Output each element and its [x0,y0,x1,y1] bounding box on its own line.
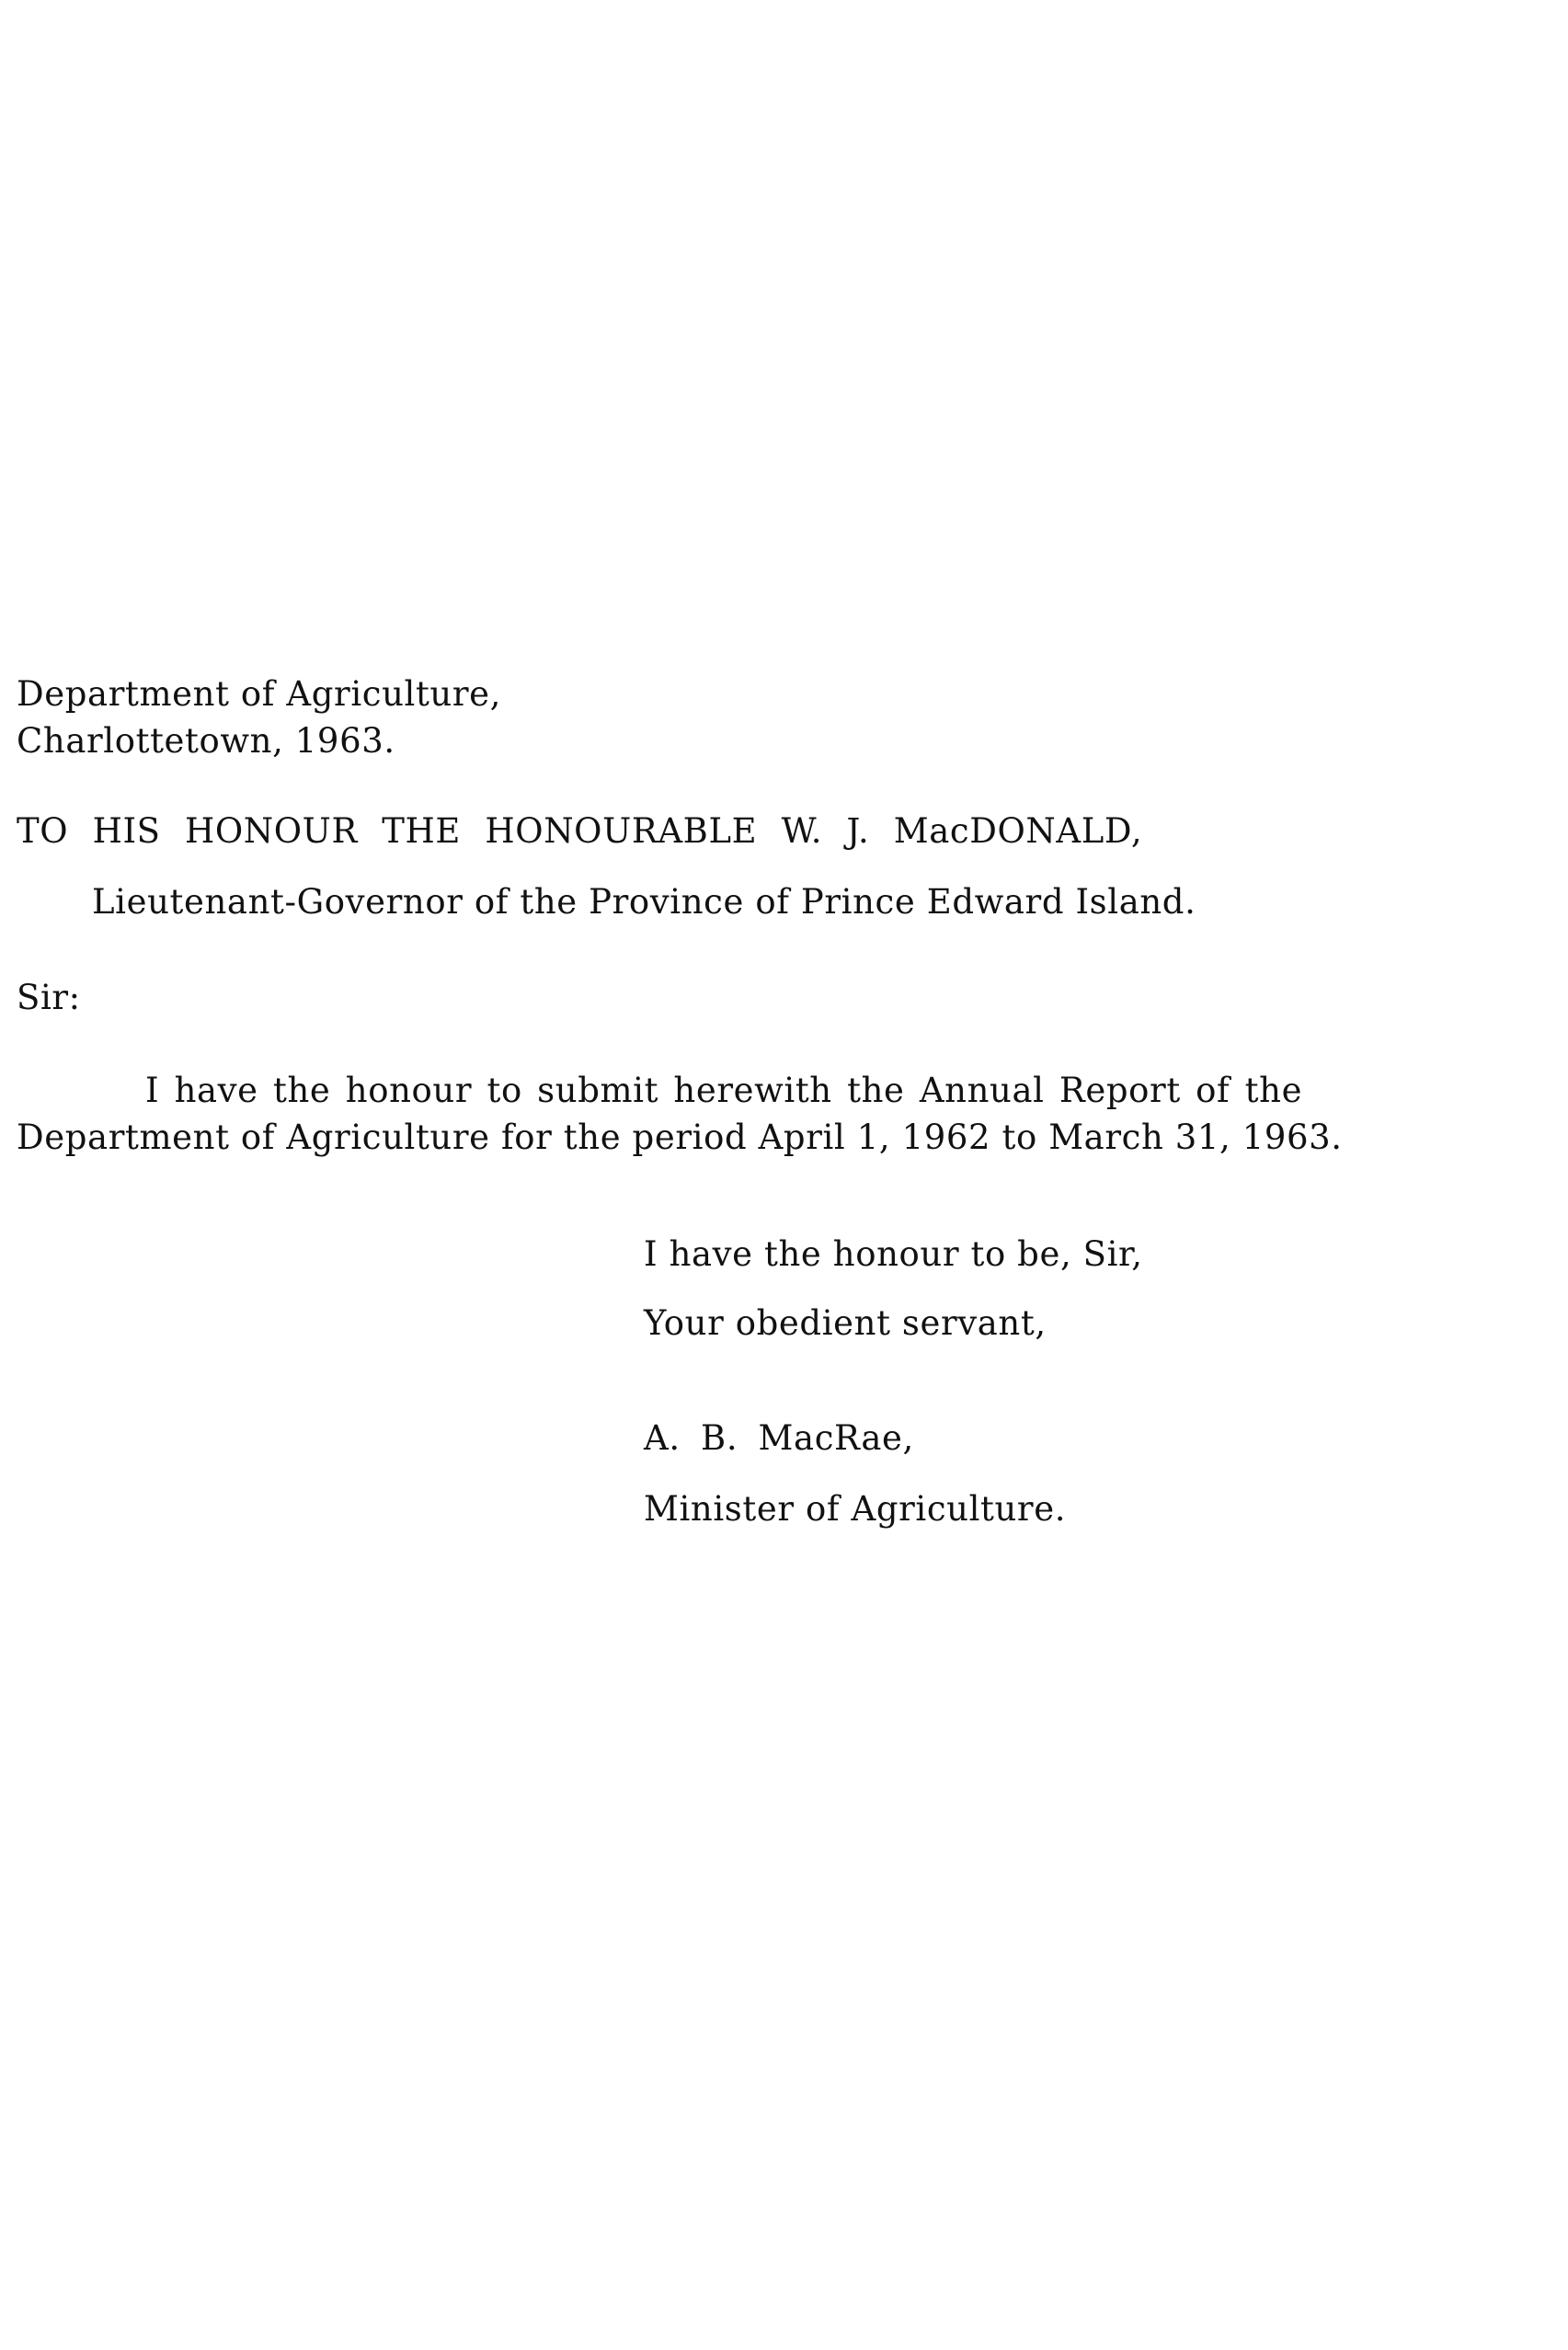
signatory-title: Minister of Agriculture. [644,1489,1067,1529]
closing-line-1: I have the honour to be, Sir, [644,1234,1143,1274]
signatory-name: A. B. MacRae, [644,1418,914,1458]
body-paragraph-line-1: I have the honour to submit herewith the Annual Report of the [145,1071,1303,1110]
sender-department: Department of Agriculture, [17,674,501,714]
closing-line-2: Your obedient servant, [644,1303,1047,1343]
salutation: Sir: [17,978,81,1017]
addressee-line: TO HIS HONOUR THE HONOURABLE W. J. MacDONALD, [17,811,1143,851]
sender-location-date: Charlottetown, 1963. [17,721,395,761]
body-paragraph-line-2: Department of Agriculture for the period April 1, 1962 to March 31, 1963. [17,1118,1343,1157]
addressee-title: Lieutenant-Governor of the Province of Prince Edward Island. [92,882,1196,922]
